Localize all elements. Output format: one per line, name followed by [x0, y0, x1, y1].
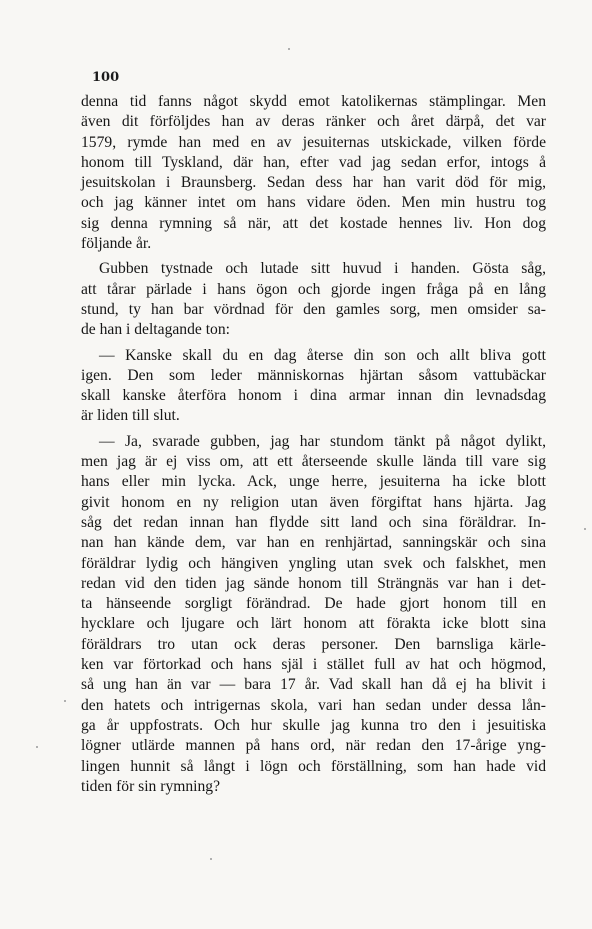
- scan-speck: [36, 746, 38, 748]
- text-line: följande år.: [81, 235, 152, 253]
- page-number: 100: [92, 70, 120, 85]
- text-line: och jag känner intet om hans vidare öden. Men min hustru tog: [81, 194, 546, 212]
- text-line: lingen hunnit så långt i lögn och förställning, som han hade vid: [81, 757, 546, 775]
- text-line: stund, ty han bar vördnad för den gamles sorg, men omsider sa-: [81, 300, 546, 318]
- text-line: honom till Tyskland, där han, efter vad jag sedan erfor, intogs å: [81, 153, 546, 171]
- text-line: Gubben tystnade och lutade sitt huvud i handen. Gösta såg,: [99, 260, 546, 278]
- paragraph: [81, 92, 546, 254]
- text-line: skall kanske återföra honom i dina armar innan din levnadsdag: [81, 387, 546, 405]
- paragraph: [81, 346, 546, 427]
- text-line: jesuitskolan i Braunsberg. Sedan dess har han varit död för mig,: [81, 174, 546, 192]
- text-line: lögner utlärde mannen på hans ord, när redan den 17-årige yng-: [81, 737, 546, 755]
- text-line: denna tid fanns något skydd emot katolikernas stämplingar. Men: [81, 93, 546, 110]
- page-body-text: [81, 92, 546, 797]
- text-line: föräldrar lydig och hängiven yngling utan svek och falskhet, men: [81, 554, 546, 572]
- text-line: föräldrars tro utan ock deras personer. Den barnsliga kärle-: [81, 635, 546, 653]
- text-line: så ung han än var — bara 17 år. Vad skall han då ej ha blivit i: [81, 676, 546, 694]
- text-line: ken var förtorkad och hans själ i stället full av hat och högmod,: [81, 656, 546, 674]
- text-line: men jag är ej viss om, att ett återseende skulle lända till vare sig: [81, 453, 546, 471]
- text-line: hycklare och ljugare och lärt honom att förakta icke blott sina: [81, 615, 546, 633]
- paragraph: [81, 432, 546, 797]
- scan-speck: [64, 700, 66, 702]
- text-line: hans eller min lycka. Ack, unge herre, jesuiterna ha icke blott: [81, 473, 546, 491]
- text-line: redan vid den tiden jag sände honom till Strängnäs var han i det-: [81, 574, 546, 592]
- text-line: 1579, rymde han med en av jesuiternas utskickade, vilken förde: [81, 133, 546, 151]
- text-line: att tårar pärlade i hans ögon och gjorde ingen fråga på en lång: [81, 280, 546, 298]
- text-line: tiden för sin rymning?: [81, 777, 221, 795]
- text-line: är liden till slut.: [81, 407, 180, 425]
- scan-speck: [288, 48, 290, 50]
- text-line: även dit förföljdes han av deras ränker och året därpå, det var: [81, 113, 546, 131]
- text-line: de han i deltagande ton:: [81, 321, 230, 339]
- text-line: igen. Den som leder människornas hjärtan såsom vattubäckar: [81, 366, 546, 384]
- text-line: givit honom en ny religion utan även förgiftat hans hjärta. Jag: [81, 493, 546, 511]
- text-line: den hatets och intrigernas skola, vari han sedan under dessa lån-: [81, 696, 546, 714]
- paragraph: [81, 259, 546, 340]
- text-line: — Kanske skall du en dag återse din son och allt bliva gott: [99, 346, 546, 364]
- text-line: ga år uppfostrats. Och hur skulle jag kunna tro den i jesuitiska: [81, 716, 546, 734]
- text-line: såg det redan innan han flydde sitt land och sina föräldrar. In-: [81, 513, 546, 531]
- text-line: ta hänseende sorgligt förändrad. De hade gjort honom till en: [81, 595, 546, 613]
- scan-speck: [210, 858, 212, 860]
- text-line: sig denna rymning så när, att det kostade hennes liv. Hon dog: [81, 214, 546, 232]
- text-line: nan han kände dem, var han en renhjärtad, sanningskär och sina: [81, 534, 546, 552]
- scan-speck: [584, 528, 586, 530]
- text-line: — Ja, svarade gubben, jag har stundom tänkt på något dylikt,: [99, 432, 546, 450]
